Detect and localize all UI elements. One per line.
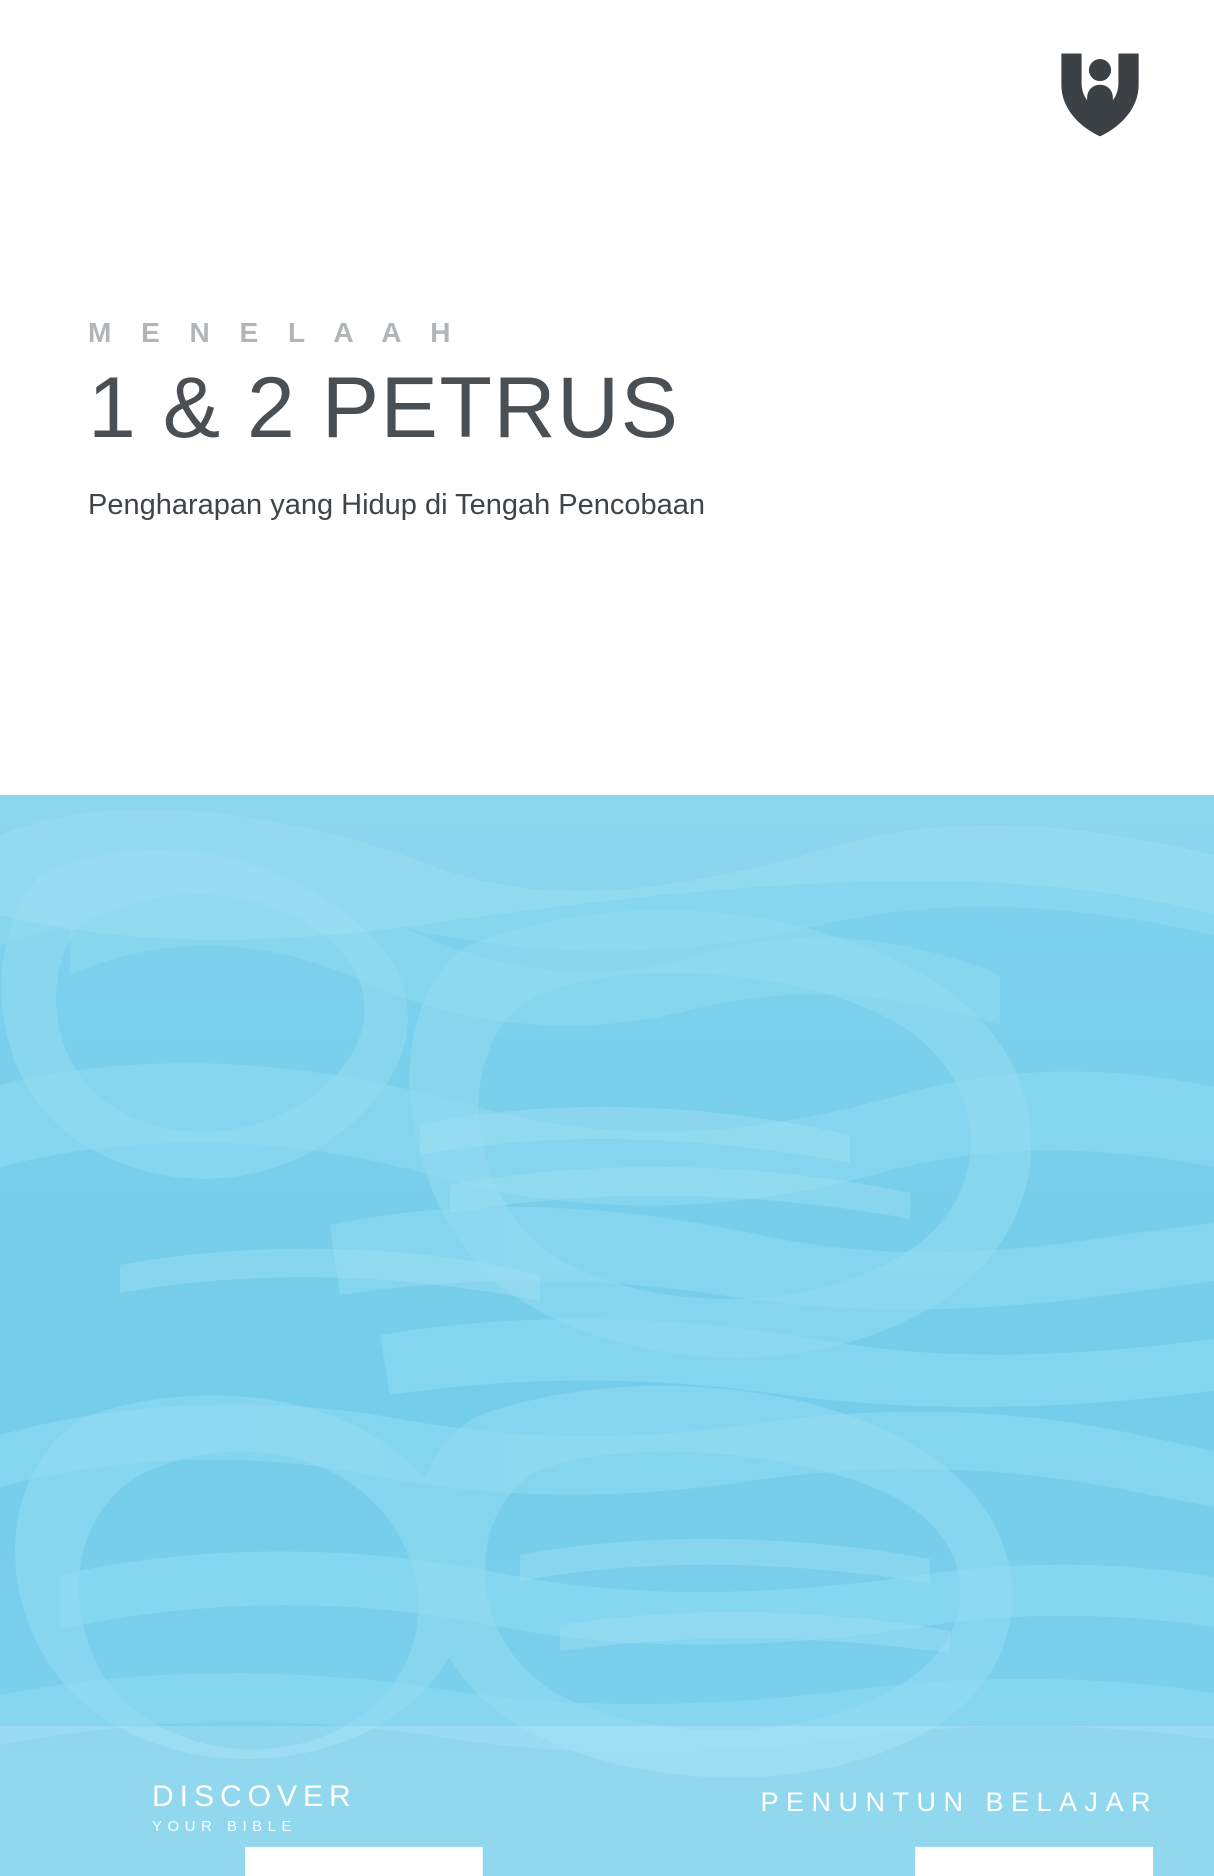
discover-your-bible-mark-icon <box>1054 48 1146 140</box>
page-subtitle: Pengharapan yang Hidup di Tengah Pencobaan <box>88 489 706 522</box>
cover-top-section <box>0 0 1214 795</box>
series-label: M E N E L A A H <box>88 317 462 348</box>
cover-artwork-section <box>0 795 1214 1876</box>
page-title: 1 & 2 PETRUS <box>88 359 680 456</box>
edition-label: PENUNTUN BELAJAR <box>760 1787 1158 1817</box>
watercolor-artwork <box>0 795 1214 1876</box>
title-block <box>88 318 988 525</box>
footer-logo <box>92 1782 357 1834</box>
footer-logo-line1: DISCOVER <box>152 1780 357 1813</box>
discover-your-bible-mark-icon <box>92 1785 138 1831</box>
footer-logo-line2: YOUR BIBLE <box>152 1818 298 1835</box>
